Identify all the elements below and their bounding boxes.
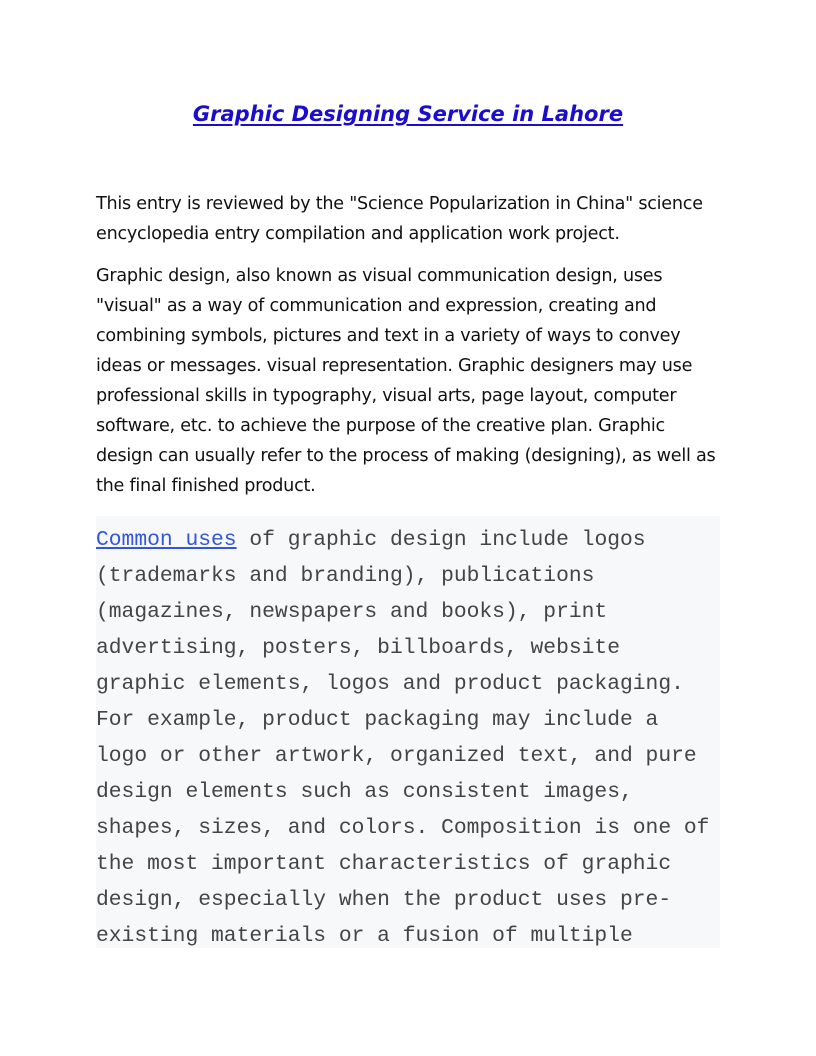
code-line: graphic elements, logos and product packaging. <box>96 672 684 696</box>
code-line: of graphic design include logos <box>236 528 646 552</box>
common-uses-link[interactable]: Common uses <box>96 528 237 552</box>
code-line: advertising, posters, billboards, website <box>96 636 620 660</box>
intro-paragraph: This entry is reviewed by the "Science Popularization in China" science encyclopedia entry compilation and application work project. <box>96 194 703 244</box>
title-link[interactable]: Graphic Designing Service in Lahore <box>192 102 624 126</box>
code-line: (trademarks and branding), publications <box>96 564 595 588</box>
code-block-text <box>96 516 720 948</box>
code-line: design, especially when the product uses pre- <box>96 888 672 912</box>
code-line: (magazines, newspapers and books), print <box>96 600 608 624</box>
code-block <box>96 516 720 948</box>
code-line: existing materials or a fusion of multiple <box>96 924 633 948</box>
code-line: the most important characteristics of graphic <box>96 852 672 876</box>
definition-paragraph: Graphic design, also known as visual communication design, uses "visual" as a way of communication and expression, creating and combining symbols, pictures and text in a variety of ways to convey ideas or messages. visual representation. Graphic designers may use professional skills in typography, visual arts, page layout, computer software, etc. to achieve the purpose of the creative plan. Graphic design can usually refer to the process of making (designing), as well as the final finished product. <box>96 266 716 496</box>
code-line: For example, product packaging may include a <box>96 708 659 732</box>
document-title <box>0 97 816 131</box>
code-line: design elements such as consistent images, <box>96 780 633 804</box>
code-line: shapes, sizes, and colors. Composition is one of <box>96 816 710 840</box>
code-line: logo or other artwork, organized text, and pure <box>96 744 697 768</box>
